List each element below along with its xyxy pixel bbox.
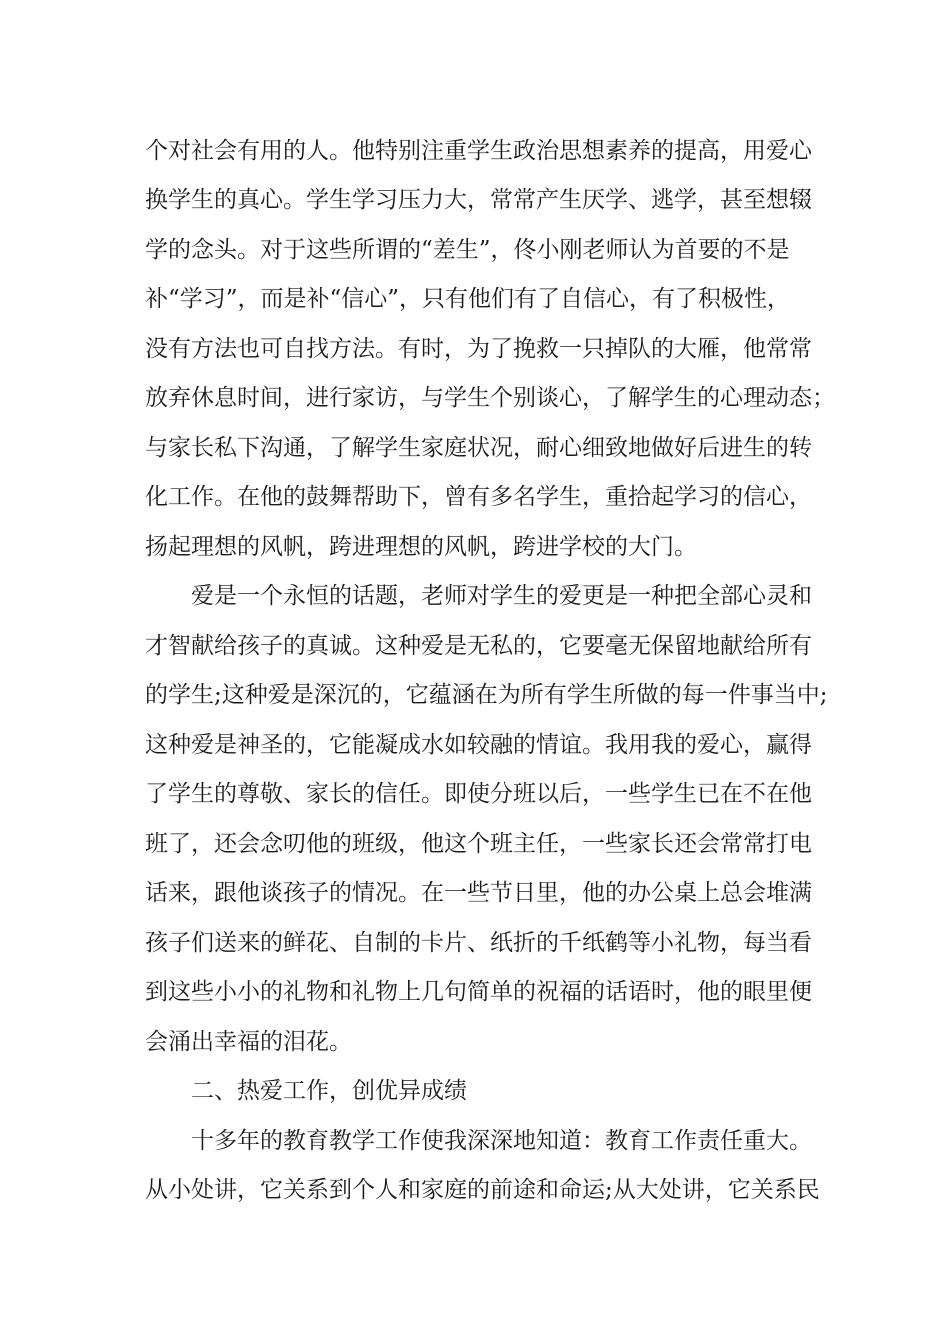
text-line: 与家长私下沟通，了解学生家庭状况，耐心细致地做好后进生的转 xyxy=(145,435,812,461)
text-line: 扬起理想的风帆，跨进理想的风帆，跨进学校的大门。 xyxy=(145,534,697,560)
text-line: 学的念头。对于这些所谓的“差生”，佟小刚老师认为首要的不是 xyxy=(145,237,790,263)
text-line: 孩子们送来的鲜花、自制的卡片、纸折的千纸鹤等小礼物，每当看 xyxy=(145,930,812,956)
text-line: 才智献给孩子的真诚。这种爱是无私的，它要毫无保留地献给所有 xyxy=(145,633,812,659)
text-line: 班了，还会念叨他的班级，他这个班主任，一些家长还会常常打电 xyxy=(145,831,812,857)
text-line: 的学生;这种爱是深沉的，它蕴涵在为所有学生所做的每一件事当中; xyxy=(145,682,828,708)
text-line: 补“学习”，而是补“信心”，只有他们有了自信心，有了积极性， xyxy=(145,286,791,312)
text-line: 话来，跟他谈孩子的情况。在一些节日里，他的办公桌上总会堆满 xyxy=(145,880,812,906)
text-line: 换学生的真心。学生学习压力大，常常产生厌学、逃学，甚至想辍 xyxy=(145,187,812,213)
text-line: 了学生的尊敬、家长的信任。即使分班以后，一些学生已在不在他 xyxy=(145,781,812,807)
paragraph-start-line: 爱是一个永恒的话题，老师对学生的爱更是一种把全部心灵和 xyxy=(191,583,812,609)
paragraph-start-line: 十多年的教育教学工作使我深深地知道：教育工作责任重大。 xyxy=(191,1128,812,1154)
text-line: 化工作。在他的鼓舞帮助下，曾有多名学生，重拾起学习的信心， xyxy=(145,484,812,510)
text-line: 没有方法也可自找方法。有时，为了挽救一只掉队的大雁，他常常 xyxy=(145,336,812,362)
text-line: 会涌出幸福的泪花。 xyxy=(145,1029,352,1055)
text-line: 这种爱是神圣的，它能凝成水如较融的情谊。我用我的爱心，赢得 xyxy=(145,732,812,758)
text-line: 个对社会有用的人。他特别注重学生政治思想素养的提高，用爱心 xyxy=(145,138,812,164)
section-heading: 二、热爱工作，创优异成绩 xyxy=(191,1078,467,1104)
text-line: 放弃休息时间，进行家访，与学生个别谈心，了解学生的心理动态； xyxy=(145,385,835,411)
text-line: 到这些小小的礼物和礼物上几句简单的祝福的话语时，他的眼里便 xyxy=(145,979,812,1005)
text-line: 从小处讲，它关系到个人和家庭的前途和命运;从大处讲，它关系民 xyxy=(145,1177,820,1203)
